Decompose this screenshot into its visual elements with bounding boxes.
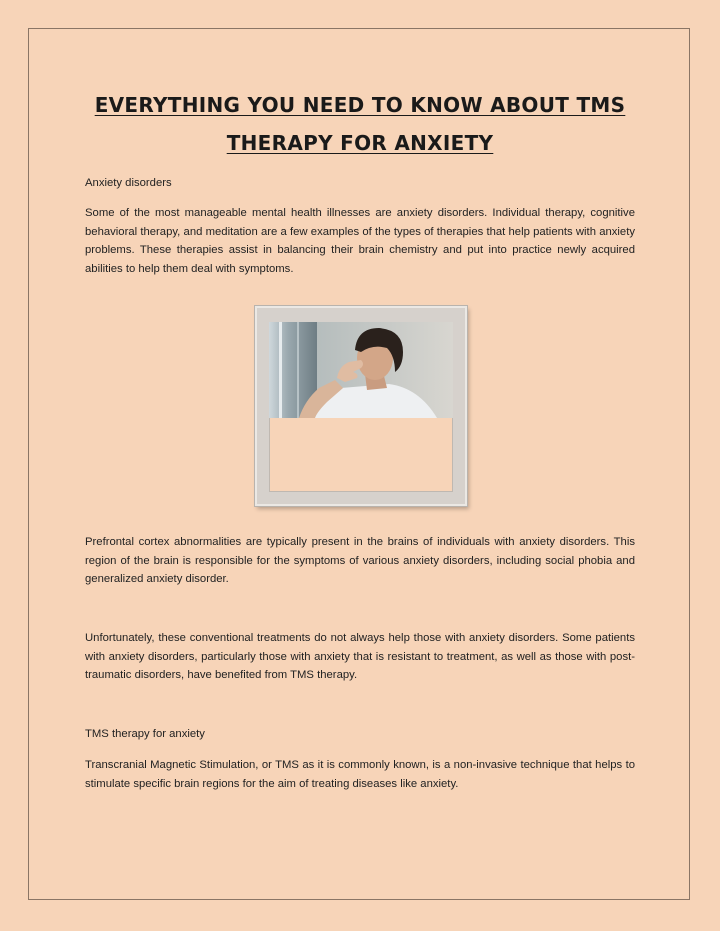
anxious-man-photo [269,322,453,418]
paragraph-intro: Some of the most manageable mental health illnesses are anxiety disorders. Individual therapy, cognitive behavioral therapy, and meditation are a few examples of the types of therapies that help patients with anxiety problems. These therapies assist in balancing their brain chemistry and put into practice newly acquired abilities to help them deal with symptoms. [85,207,635,275]
photo-frame [255,306,467,506]
section-heading-anxiety-disorders: Anxiety disorders [85,177,172,189]
paragraph-prefrontal-cortex: Prefrontal cortex abnormalities are typically present in the brains of individuals with anxiety disorders. This region of the brain is responsible for the symptoms of various anxiety disorders, including social phobia and generalized anxiety disorder. [85,536,635,586]
photo-mat [269,322,453,492]
page-title: EVERYTHING YOU NEED TO KNOW ABOUT TMS THERAPY FOR ANXIETY [94,93,626,155]
section-heading-tms-therapy: TMS therapy for anxiety [85,728,205,740]
paragraph-conventional-treatments: Unfortunately, these conventional treatments do not always help those with anxiety disorders. Some patients with anxiety disorders, particularly those with anxiety that is resistant to treatment, as well as those with post-traumatic disorders, have benefited from TMS therapy. [85,632,635,682]
paragraph-tms-definition: Transcranial Magnetic Stimulation, or TMS as it is commonly known, is a non-invasive technique that helps to stimulate specific brain regions for the aim of treating diseases like anxiety. [85,759,635,790]
